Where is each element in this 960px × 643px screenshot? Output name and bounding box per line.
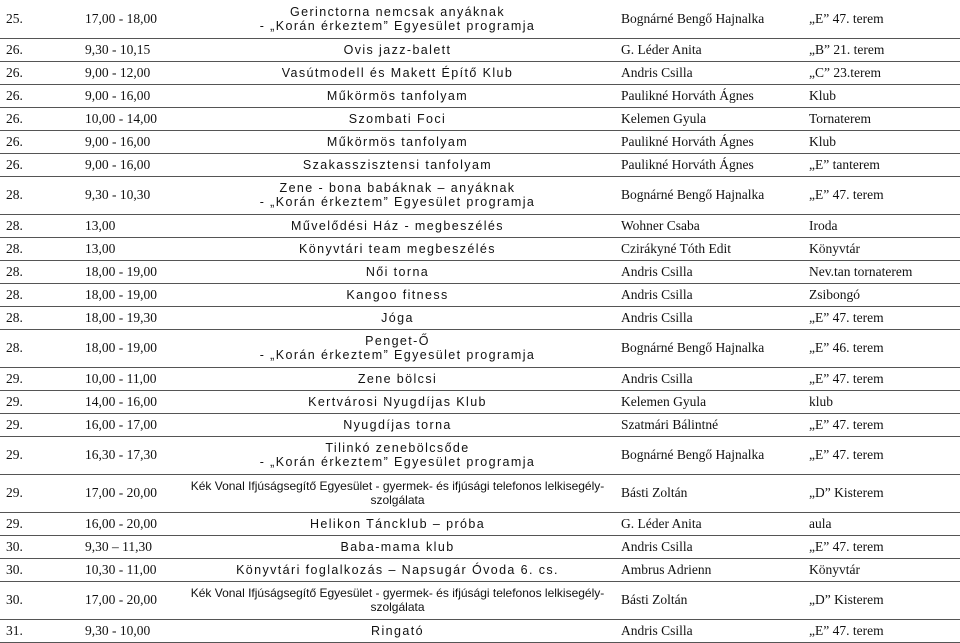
time-cell: 9,30 – 11,30 [79, 535, 180, 558]
program-cell [180, 619, 615, 642]
room-cell: „E” 47. terem [803, 367, 960, 390]
day-cell: 30. [0, 558, 79, 581]
day-cell: 29. [0, 474, 79, 512]
room-cell: „E” 47. terem [803, 619, 960, 642]
day-cell: 29. [0, 436, 79, 474]
schedule-row [0, 306, 960, 329]
organizer-cell: Andris Csilla [615, 367, 803, 390]
program-cell [180, 390, 615, 413]
program-cell [180, 176, 615, 214]
organizer-cell: Andris Csilla [615, 535, 803, 558]
program-line: Gerinctorna nemcsak anyáknak [290, 4, 505, 19]
schedule-row [0, 367, 960, 390]
day-cell: 26. [0, 38, 79, 61]
program-line: Ringató [371, 623, 424, 638]
program-cell [180, 535, 615, 558]
schedule-row [0, 260, 960, 283]
time-cell: 9,00 - 12,00 [79, 61, 180, 84]
schedule-row [0, 38, 960, 61]
day-cell: 26. [0, 61, 79, 84]
time-cell: 17,00 - 20,00 [79, 474, 180, 512]
program-cell [180, 84, 615, 107]
schedule-row [0, 84, 960, 107]
room-cell: Könyvtár [803, 237, 960, 260]
schedule-row [0, 237, 960, 260]
day-cell: 30. [0, 581, 79, 619]
room-cell: aula [803, 512, 960, 535]
day-cell: 31. [0, 619, 79, 642]
program-line: Kertvárosi Nyugdíjas Klub [308, 394, 487, 409]
time-cell: 18,00 - 19,00 [79, 260, 180, 283]
program-line: - „Korán érkeztem” Egyesület programja [259, 348, 536, 362]
program-line: - „Korán érkeztem” Egyesület programja [259, 18, 536, 33]
room-cell: klub [803, 390, 960, 413]
program-cell [180, 329, 615, 367]
room-cell: „E” 47. terem [803, 413, 960, 436]
time-cell: 9,30 - 10,15 [79, 38, 180, 61]
day-cell: 29. [0, 413, 79, 436]
day-cell: 28. [0, 260, 79, 283]
program-cell [180, 367, 615, 390]
organizer-cell: Bognárné Bengő Hajnalka [615, 329, 803, 367]
day-cell: 26. [0, 130, 79, 153]
time-cell: 17,00 - 20,00 [79, 581, 180, 619]
schedule-row [0, 214, 960, 237]
time-cell: 9,00 - 16,00 [79, 130, 180, 153]
schedule-row [0, 283, 960, 306]
program-cell [180, 153, 615, 176]
organizer-cell: Andris Csilla [615, 61, 803, 84]
day-cell: 26. [0, 107, 79, 130]
program-line: Zene - bona babáknak – anyáknak [279, 181, 516, 195]
program-cell [180, 237, 615, 260]
program-line: Női torna [365, 264, 430, 279]
organizer-cell: Szatmári Bálintné [615, 413, 803, 436]
room-cell: „D” Kisterem [803, 474, 960, 512]
schedule-row [0, 0, 960, 38]
program-cell [180, 283, 615, 306]
schedule-row [0, 153, 960, 176]
day-cell: 29. [0, 512, 79, 535]
room-cell: „E” 47. terem [803, 306, 960, 329]
organizer-cell: Bognárné Bengő Hajnalka [615, 176, 803, 214]
room-cell: „D” Kisterem [803, 581, 960, 619]
organizer-cell: Andris Csilla [615, 306, 803, 329]
program-cell [180, 260, 615, 283]
room-cell: „C” 23.terem [803, 61, 960, 84]
day-cell: 28. [0, 329, 79, 367]
program-cell [180, 413, 615, 436]
program-cell [180, 214, 615, 237]
time-cell: 13,00 [79, 237, 180, 260]
schedule-row [0, 176, 960, 214]
room-cell: Nev.tan tornaterem [803, 260, 960, 283]
schedule-row [0, 107, 960, 130]
organizer-cell: Kelemen Gyula [615, 390, 803, 413]
program-cell [180, 61, 615, 84]
day-cell: 30. [0, 535, 79, 558]
organizer-cell: Paulikné Horváth Ágnes [615, 130, 803, 153]
schedule-row [0, 581, 960, 619]
time-cell: 10,00 - 11,00 [79, 367, 180, 390]
day-cell: 28. [0, 214, 79, 237]
time-cell: 10,30 - 11,00 [79, 558, 180, 581]
program-line: - „Korán érkeztem” Egyesület programja [259, 195, 536, 209]
room-cell: „E” 47. terem [803, 0, 960, 38]
program-cell [180, 474, 615, 512]
program-line: Vasútmodell és Makett Építő Klub [281, 65, 514, 80]
time-cell: 18,00 - 19,00 [79, 283, 180, 306]
organizer-cell: Andris Csilla [615, 619, 803, 642]
time-cell: 9,30 - 10,30 [79, 176, 180, 214]
room-cell: Könyvtár [803, 558, 960, 581]
schedule-row [0, 130, 960, 153]
program-line: Szombati Foci [348, 111, 447, 126]
schedule-row [0, 558, 960, 581]
program-line: - „Korán érkeztem” Egyesület programja [259, 455, 536, 469]
program-cell [180, 306, 615, 329]
organizer-cell: G. Léder Anita [615, 38, 803, 61]
day-cell: 29. [0, 367, 79, 390]
program-cell [180, 130, 615, 153]
schedule-row [0, 413, 960, 436]
room-cell: „E” 47. terem [803, 535, 960, 558]
program-cell [180, 512, 615, 535]
program-cell [180, 581, 615, 619]
organizer-cell: Wohner Csaba [615, 214, 803, 237]
schedule-row [0, 61, 960, 84]
organizer-cell: Paulikné Horváth Ágnes [615, 153, 803, 176]
day-cell: 28. [0, 237, 79, 260]
time-cell: 18,00 - 19,30 [79, 306, 180, 329]
organizer-cell: Básti Zoltán [615, 581, 803, 619]
program-line: Művelődési Ház - megbeszélés [291, 218, 504, 233]
organizer-cell: Andris Csilla [615, 260, 803, 283]
program-line: Műkörmös tanfolyam [326, 88, 469, 103]
time-cell: 16,00 - 20,00 [79, 512, 180, 535]
schedule-row [0, 329, 960, 367]
schedule-row [0, 390, 960, 413]
day-cell: 26. [0, 153, 79, 176]
program-cell [180, 558, 615, 581]
time-cell: 9,00 - 16,00 [79, 153, 180, 176]
program-cell [180, 38, 615, 61]
room-cell: „B” 21. terem [803, 38, 960, 61]
time-cell: 9,00 - 16,00 [79, 84, 180, 107]
room-cell: „E” tanterem [803, 153, 960, 176]
day-cell: 28. [0, 176, 79, 214]
program-cell [180, 107, 615, 130]
time-cell: 17,00 - 18,00 [79, 0, 180, 38]
program-line: Kék Vonal Ifjúságsegítő Egyesület - gyermek- és ifjúsági telefonos lelkisegély-szolgálata [190, 479, 605, 507]
program-line: Penget-Ő [365, 334, 430, 348]
program-line: Tilinkó zenebölcsőde [325, 441, 470, 455]
schedule-row [0, 619, 960, 642]
organizer-cell: Bognárné Bengő Hajnalka [615, 0, 803, 38]
program-line: Helikon Táncklub – próba [309, 516, 486, 531]
program-line: Zene bölcsi [357, 371, 438, 386]
organizer-cell: Kelemen Gyula [615, 107, 803, 130]
program-cell [180, 0, 615, 38]
schedule-row [0, 535, 960, 558]
day-cell: 28. [0, 283, 79, 306]
program-line: Jóga [381, 310, 414, 325]
time-cell: 14,00 - 16,00 [79, 390, 180, 413]
room-cell: Klub [803, 84, 960, 107]
room-cell: „E” 47. terem [803, 436, 960, 474]
room-cell: Iroda [803, 214, 960, 237]
time-cell: 9,30 - 10,00 [79, 619, 180, 642]
time-cell: 16,00 - 17,00 [79, 413, 180, 436]
program-line: Szakasszisztensi tanfolyam [302, 157, 493, 172]
program-line: Nyugdíjas torna [343, 417, 452, 432]
program-line: Baba-mama klub [340, 539, 455, 554]
organizer-cell: Básti Zoltán [615, 474, 803, 512]
day-cell: 29. [0, 390, 79, 413]
organizer-cell: Ambrus Adrienn [615, 558, 803, 581]
program-line: Ovis jazz-balett [343, 42, 452, 57]
program-cell [180, 436, 615, 474]
day-cell: 26. [0, 84, 79, 107]
program-line: Műkörmös tanfolyam [326, 134, 469, 149]
time-cell: 16,30 - 17,30 [79, 436, 180, 474]
room-cell: „E” 46. terem [803, 329, 960, 367]
schedule-row [0, 512, 960, 535]
time-cell: 13,00 [79, 214, 180, 237]
organizer-cell: Bognárné Bengő Hajnalka [615, 436, 803, 474]
organizer-cell: Czirákyné Tóth Edit [615, 237, 803, 260]
organizer-cell: Paulikné Horváth Ágnes [615, 84, 803, 107]
schedule-row [0, 436, 960, 474]
program-line: Kék Vonal Ifjúságsegítő Egyesület - gyermek- és ifjúsági telefonos lelkisegély-szolgálata [190, 586, 605, 614]
room-cell: Klub [803, 130, 960, 153]
program-line: Könyvtári foglalkozás – Napsugár Óvoda 6. cs. [236, 562, 559, 577]
organizer-cell: G. Léder Anita [615, 512, 803, 535]
program-line: Könyvtári team megbeszélés [299, 241, 496, 256]
schedule-row [0, 474, 960, 512]
program-line: Kangoo fitness [346, 287, 449, 302]
room-cell: Zsibongó [803, 283, 960, 306]
time-cell: 18,00 - 19,00 [79, 329, 180, 367]
day-cell: 28. [0, 306, 79, 329]
room-cell: Tornaterem [803, 107, 960, 130]
organizer-cell: Andris Csilla [615, 283, 803, 306]
day-cell: 25. [0, 0, 79, 38]
time-cell: 10,00 - 14,00 [79, 107, 180, 130]
room-cell: „E” 47. terem [803, 176, 960, 214]
